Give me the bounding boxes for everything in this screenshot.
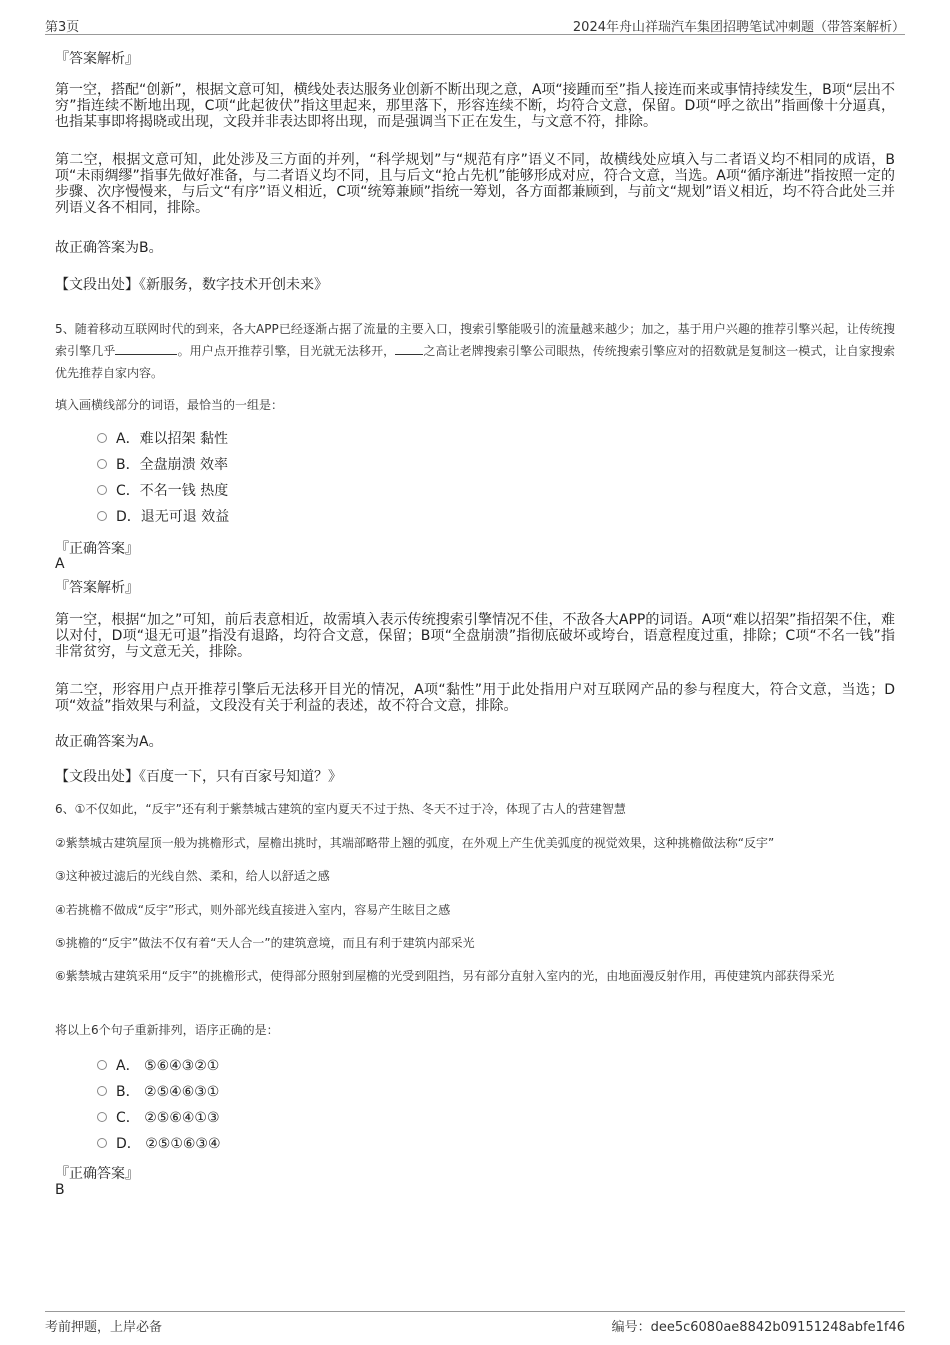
q6-option-d-label: D． ②⑤①⑥③④ [116, 1136, 221, 1152]
q4-conclusion: 故正确答案为B。 [55, 240, 163, 256]
page-header [45, 14, 905, 35]
q5-stem-part1: 5、随着移动互联网时代的到来，各大APP已经逐渐占据了流量的主要入口，搜索引擎能吸引的流量越来越少；加之，基于用户兴趣的推荐引擎兴起，让传统搜索引擎几乎 [55, 322, 895, 358]
q6-sentence-1: 6、①不仅如此，“反宇”还有利于紫禁城古建筑的室内夏天不过于热、冬天不过于冷，体现了古人的营建智慧 [55, 802, 626, 816]
q6-option-b[interactable] [97, 1082, 219, 1102]
q5-analysis-para1: 第一空，根据“加之”可知，前后表意相近，故需填入表示传统搜索引擎情况不佳，不敌各大APP的词语。A项“难以招架”指招架不住，难以对付，D项“退无可退”指没有退路，均符合文意，保留；B项“全盘崩溃”指彻底破坏或垮台，语意程度过重，排除；C项“不名一钱”指非常贫穷，与文意无关，排除。 [55, 612, 895, 660]
radio-icon[interactable] [97, 433, 107, 443]
q5-stem-part3: 之高让老牌搜索引擎公司眼热，传统搜索引擎应对的招数就是复制这一模式，让自家搜索优先推荐自家内容。 [55, 344, 895, 380]
q5-option-d-label: D．退无可退 效益 [116, 509, 230, 525]
radio-icon[interactable] [97, 459, 107, 469]
q5-prompt: 填入画横线部分的词语，最恰当的一组是： [55, 398, 284, 412]
radio-icon[interactable] [97, 1086, 107, 1096]
q5-option-b[interactable] [97, 455, 228, 475]
radio-icon[interactable] [97, 1112, 107, 1122]
document-id: 编号：dee5c6080ae8842b09151248abfe1f46 [611, 1320, 905, 1335]
q6-option-c[interactable] [97, 1108, 220, 1128]
q5-blank-2 [395, 342, 423, 355]
radio-icon[interactable] [97, 511, 107, 521]
q5-correct-label: 『正确答案』 [55, 541, 139, 557]
q5-analysis-label: 『答案解析』 [55, 580, 139, 596]
footer-slogan: 考前押题，上岸必备 [45, 1320, 163, 1335]
q5-source: 【文段出处】《百度一下，只有百家号知道？》 [55, 769, 342, 785]
q5-option-a[interactable] [97, 429, 228, 449]
q6-sentence-2: ②紫禁城古建筑屋顶一般为挑檐形式，屋檐出挑时，其端部略带上翘的弧度，在外观上产生优美弧度的视觉效果，这种挑檐做法称“反宇” [55, 836, 775, 850]
q6-sentence-6: ⑥紫禁城古建筑采用“反宇”的挑檐形式，使得部分照射到屋檐的光受到阻挡，另有部分直射入室内的光，由地面漫反射作用，再使建筑内部获得采光 [55, 969, 835, 983]
q6-correct-answer: B [55, 1182, 65, 1198]
q4-analysis-para2: 第二空，根据文意可知，此处涉及三方面的并列，“科学规划”与“规范有序”语义不同，故横线处应填入与二者语义均不相同的成语，B项“未雨绸缪”指事先做好准备，与二者语义均不同，且与后文“抢占先机”能够形成对应，符合文意，当选。A项“循序渐进”指按照一定的步骤、次序慢慢来，与后文“有序”语义相近，C项“统筹兼顾”指统一筹划，各方面都兼顾到，与前文“规划”语义相近，均不符合此处三并列语义各不相同，排除。 [55, 152, 895, 216]
document-title: 2024年舟山祥瑞汽车集团招聘笔试冲刺题（带答案解析） [572, 20, 905, 35]
radio-icon[interactable] [97, 485, 107, 495]
q4-analysis-label: 『答案解析』 [55, 51, 139, 67]
q5-conclusion: 故正确答案为A。 [55, 734, 163, 750]
q6-option-a[interactable] [97, 1056, 219, 1076]
q5-stem-part2: 。用户点开推荐引擎，目光就无法移开， [177, 344, 396, 358]
q6-correct-label: 『正确答案』 [55, 1166, 139, 1182]
radio-icon[interactable] [97, 1138, 107, 1148]
q6-option-d[interactable] [97, 1134, 221, 1154]
q5-option-a-label: A．难以招架 黏性 [116, 431, 229, 447]
q5-option-d[interactable] [97, 507, 229, 527]
q5-option-c[interactable] [97, 481, 228, 501]
q6-sentence-4: ④若挑檐不做成“反宇”形式，则外部光线直接进入室内，容易产生眩目之感 [55, 903, 451, 917]
q6-sentence-3: ③这种被过滤后的光线自然、柔和，给人以舒适之感 [55, 869, 330, 883]
q6-sentence-5: ⑤挑檐的“反宇”做法不仅有着“天人合一”的建筑意境，而且有利于建筑内部采光 [55, 936, 475, 950]
page-footer [45, 1311, 905, 1334]
q6-option-b-label: B． ②⑤④⑥③① [116, 1084, 220, 1100]
q5-correct-answer: A [55, 556, 65, 572]
radio-icon[interactable] [97, 1060, 107, 1070]
q5-option-c-label: C．不名一钱 热度 [116, 483, 229, 499]
q4-source: 【文段出处】《新服务，数字技术开创未来》 [55, 277, 328, 293]
q5-analysis-para2: 第二空，形容用户点开推荐引擎后无法移开目光的情况，A项“黏性”用于此处指用户对互联网产品的参与程度大，符合文意，当选；D项“效益”指效果与利益，文段没有关于利益的表述，故不符合文意，排除。 [55, 682, 895, 714]
page-number: 第3页 [45, 20, 80, 35]
q6-option-c-label: C． ②⑤⑥④①③ [116, 1110, 220, 1126]
q4-analysis-para1: 第一空，搭配“创新”，根据文意可知，横线处表达服务业创新不断出现之意，A项“接踵而至”指人接连而来或事情持续发生，B项“层出不穷”指连续不断地出现，C项“此起彼伏”指这里起来，那里落下，形容连续不断，均符合文意，保留。D项“呼之欲出”指画像十分逼真，也指某事即将揭晓或出现，文段并非表达即将出现，而是强调当下正在发生，与文意不符，排除。 [55, 82, 895, 130]
q6-option-a-label: A． ⑤⑥④③②① [116, 1058, 220, 1074]
q6-prompt: 将以上6个句子重新排列，语序正确的是： [55, 1023, 279, 1037]
q5-stem [55, 318, 895, 384]
q5-blank-1 [115, 342, 177, 355]
q5-option-b-label: B．全盘崩溃 效率 [116, 457, 229, 473]
